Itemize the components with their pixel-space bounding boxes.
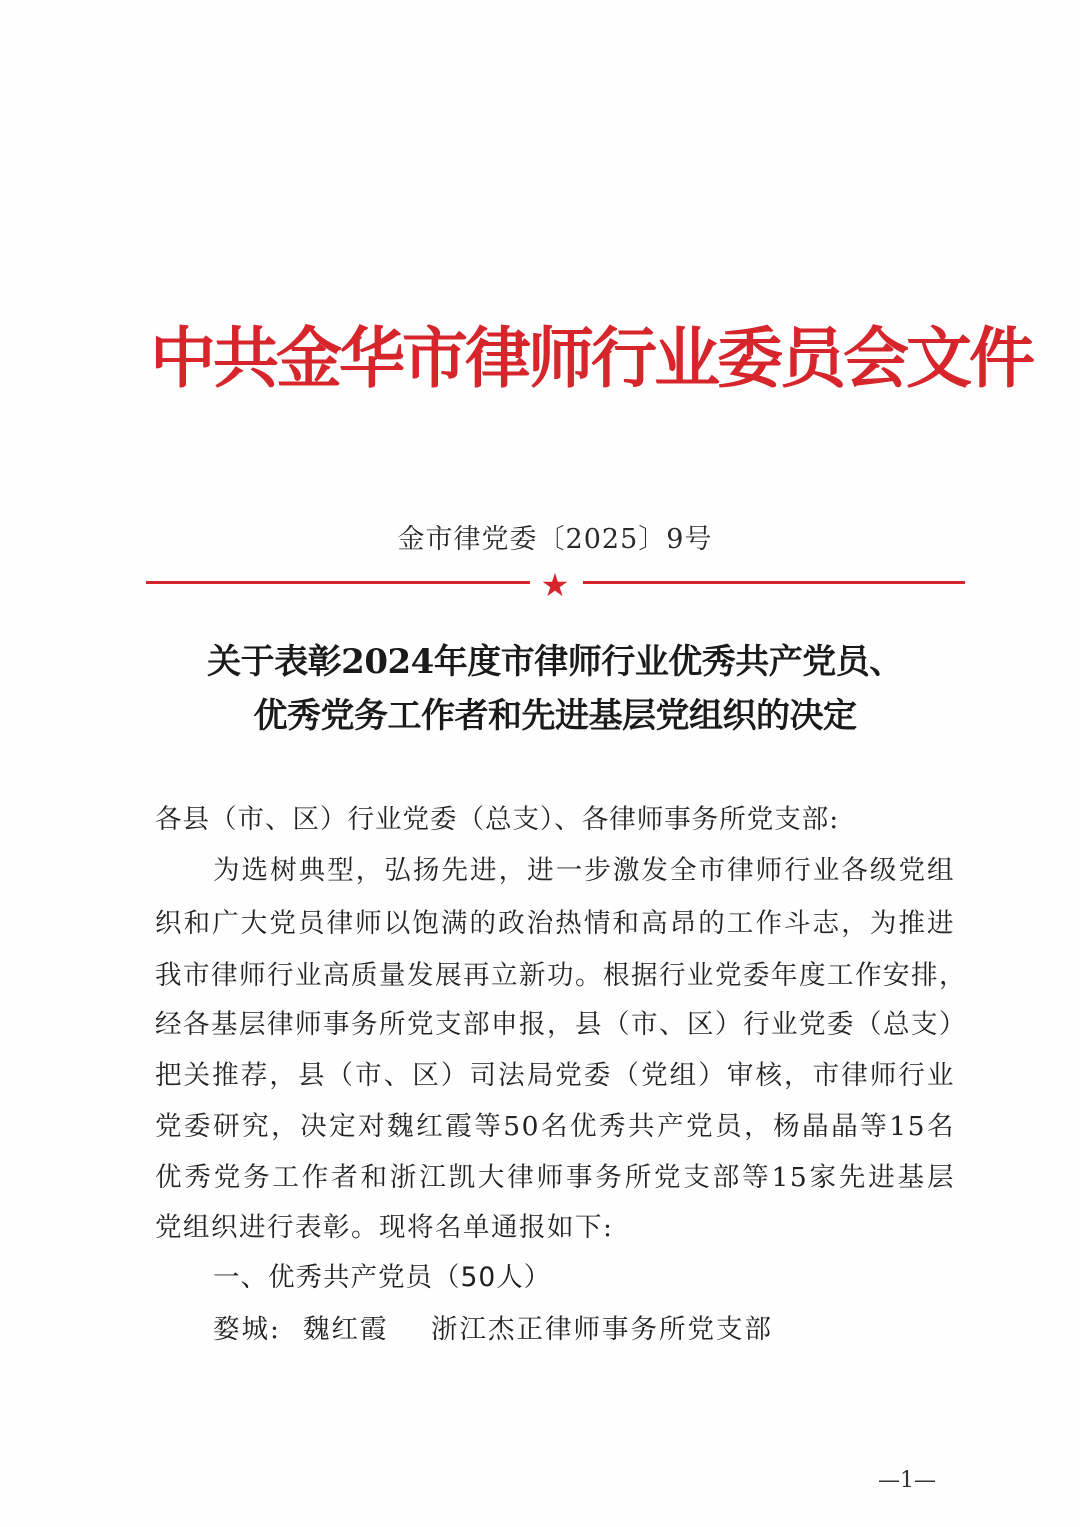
- body-line: 为选树典型，弘扬先进，进一步激发全市律师行业各级党组: [213, 855, 955, 886]
- body-line: 经各基层律师事务所党支部申报，县（市、区）行业党委（总支）: [155, 1009, 967, 1040]
- document-masthead: 中共金华市律师行业委员会文件: [150, 319, 1032, 397]
- body-line: 优秀党务工作者和浙江凯大律师事务所党支部等15家先进基层: [155, 1162, 955, 1193]
- page-number: —1—: [878, 1468, 936, 1493]
- red-divider-right: [583, 581, 965, 584]
- list-item: [213, 1310, 773, 1350]
- red-divider-left: [146, 581, 530, 584]
- star-icon: ★: [540, 566, 570, 604]
- body-line: 织和广大党员律师以饱满的政治热情和高昂的工作斗志，为推进: [155, 908, 955, 939]
- body-line: 我市律师行业高质量发展再立新功。根据行业党委年度工作安排，: [155, 960, 967, 991]
- decision-title-line-2: 优秀党务工作者和先进基层党组织的决定: [253, 696, 857, 736]
- entry-county: 婺城:: [213, 1314, 281, 1345]
- entry-name: 魏红霞: [303, 1314, 389, 1345]
- decision-title-line-1: 关于表彰2024年度市律师行业优秀共产党员、: [207, 642, 903, 682]
- body-line: 把关推荐，县（市、区）司法局党委（党组）审核，市律师行业: [155, 1060, 955, 1091]
- body-line: 党组织进行表彰。现将名单通报如下:: [155, 1212, 614, 1243]
- salutation: 各县（市、区）行业党委（总支）、各律师事务所党支部:: [155, 804, 840, 835]
- document-number: 金市律党委〔2025〕9号: [397, 524, 713, 555]
- entry-organization: 浙江杰正律师事务所党支部: [431, 1314, 773, 1345]
- body-line: 党委研究，决定对魏红霞等50名优秀共产党员，杨晶晶等15名: [155, 1111, 955, 1142]
- section-heading-outstanding-members: 一、优秀共产党员（50人）: [213, 1262, 552, 1293]
